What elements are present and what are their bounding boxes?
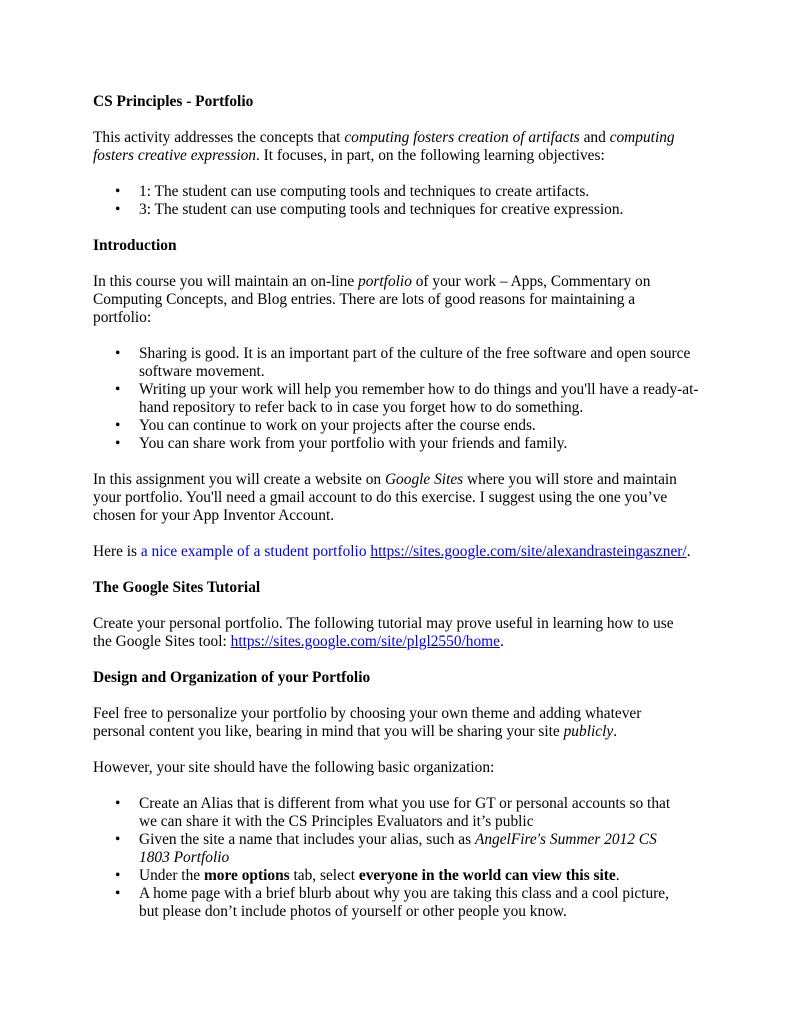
text-run: of your work – Apps, Commentary on Computing Concepts, and Blog entries. There are lots of good reasons for maintaining a portfolio: [93, 273, 651, 326]
text-run-italic: publicly [563, 723, 614, 740]
list-item [93, 345, 703, 381]
text-run: Create your personal portfolio. The following tutorial may prove useful in learning how to use the Google Sites tool: [93, 615, 674, 650]
bullet-icon: • [115, 183, 121, 200]
list-item [93, 867, 688, 885]
list-item [93, 795, 688, 831]
list-item [93, 183, 713, 201]
bullet-icon: • [115, 867, 121, 884]
list-item-text-bold: more options [203, 867, 290, 884]
bullet-icon: • [115, 885, 121, 902]
text-run-italic: computing fosters creation of artifacts [344, 129, 580, 146]
section-heading-design: Design and Organization of your Portfolio [93, 669, 371, 686]
text-run: In this course you will maintain an on-line [93, 273, 359, 290]
intro-paragraph [93, 129, 693, 165]
reasons-list [93, 345, 703, 453]
list-item [93, 417, 703, 435]
objectives-list [93, 183, 713, 219]
list-item-text: Given the site a name that includes your alias, such as [139, 831, 475, 848]
text-run: Here is [93, 543, 141, 560]
paragraph-tutorial [93, 615, 693, 651]
section-heading-introduction: Introduction [93, 237, 177, 254]
tutorial-url-link[interactable]: https://sites.google.com/site/plgl2550/home [230, 633, 500, 650]
list-item [93, 201, 713, 219]
section-heading-tutorial: The Google Sites Tutorial [93, 579, 261, 596]
text-run-italic: computing fosters creative expression [93, 129, 675, 164]
text-run: Feel free to personalize your portfolio by choosing your own theme and adding whatever personal content you like, bearing in mind that you will be sharing your site [93, 705, 642, 740]
document-title: CS Principles - Portfolio [93, 93, 254, 110]
example-portfolio-url-link[interactable]: https://sites.google.com/site/alexandrasteingaszner/ [370, 543, 687, 560]
bullet-icon: • [115, 381, 121, 398]
bullet-icon: • [115, 435, 121, 452]
list-item-text: A home page with a brief blurb about why you are taking this class and a cool picture, but please don’t include photos of yourself or other people you know. [139, 885, 669, 920]
paragraph-personalize [93, 705, 658, 741]
list-item-text: tab, select [289, 867, 359, 884]
bullet-icon: • [115, 795, 121, 812]
list-item-text: Sharing is good. It is an important part of the culture of the free software and open source software movement. [139, 345, 691, 380]
list-item-text: Under the [139, 867, 204, 884]
list-item [93, 885, 688, 921]
text-run: . It focuses, in part, on the following learning objectives: [255, 147, 605, 164]
list-item-text: . [615, 867, 620, 884]
list-item-text-bold: everyone in the world can view this site [358, 867, 616, 884]
text-run: where you will store and maintain your portfolio. You'll need a gmail account to do this exercise. I suggest using the one you’ve chosen for your App Inventor Account. [93, 471, 677, 524]
list-item [93, 381, 699, 417]
document-page [93, 93, 713, 921]
text-run: In this assignment you will create a website on [93, 471, 385, 488]
list-item-text: Writing up your work will help you remember how to do things and you'll have a ready-at-hand repository to refer back to in case you forget how to do something. [139, 381, 699, 416]
bullet-icon: • [115, 417, 121, 434]
list-item-text-italic: AngelFire's Summer 2012 CS 1803 Portfolio [139, 831, 657, 866]
list-item-text: 3: The student can use computing tools and techniques for creative expression. [139, 201, 624, 218]
list-item [93, 831, 688, 867]
paragraph-example [93, 543, 713, 561]
text-run: . [613, 723, 618, 740]
paragraph-google-sites [93, 471, 698, 525]
list-item [93, 435, 703, 453]
paragraph-portfolio [93, 273, 673, 327]
text-run: . [686, 543, 691, 560]
list-item-text: You can share work from your portfolio with your friends and family. [139, 435, 568, 452]
organization-list [93, 795, 688, 921]
paragraph-organization: However, your site should have the following basic organization: [93, 759, 495, 776]
list-item-text: 1: The student can use computing tools and techniques to create artifacts. [139, 183, 590, 200]
text-run-italic: Google Sites [384, 471, 464, 488]
text-run: . [499, 633, 504, 650]
list-item-text: Create an Alias that is different from what you use for GT or personal accounts so that we can share it with the CS Principles Evaluators and it’s public [139, 795, 671, 830]
text-run-italic: portfolio [358, 273, 412, 290]
list-item-text: You can continue to work on your projects after the course ends. [139, 417, 536, 434]
example-portfolio-link[interactable]: a nice example of a student portfolio [140, 543, 367, 560]
bullet-icon: • [115, 831, 121, 848]
text-run: and [579, 129, 610, 146]
bullet-icon: • [115, 201, 121, 218]
bullet-icon: • [115, 345, 121, 362]
text-run: This activity addresses the concepts that [93, 129, 345, 146]
